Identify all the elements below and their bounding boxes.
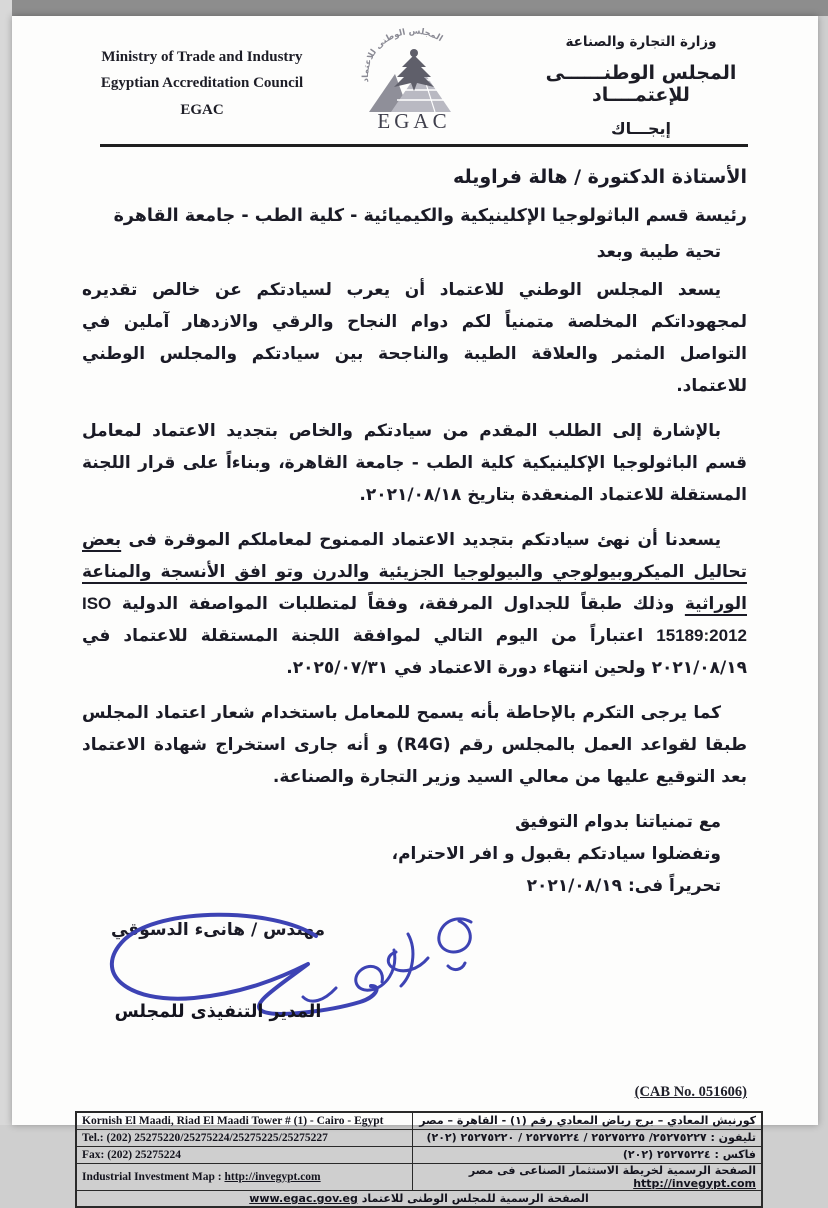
paragraph-renewal	[82, 524, 747, 684]
renewal-dates-text: اعتباراً من اليوم التالي لموافقة اللجنة المستقلة للاعتماد في ٢٠٢١/٠٨/١٩ ولحين انتهاء دورة الاعتماد في ٢٠٢٥/٠٧/٣١.	[82, 626, 747, 678]
phone-en: Tel.: (202) 25275220/25275224/25275225/25275227	[76, 1129, 412, 1146]
ministry-name-ar: وزارة التجارة والصناعة	[565, 34, 717, 50]
invegypt-link-en[interactable]: http://invegypt.com	[224, 1170, 321, 1183]
ministry-name-en: Ministry of Trade and Industry	[101, 49, 303, 65]
letter-body	[12, 147, 818, 902]
table-row	[76, 1190, 762, 1207]
investment-map-label-en: Industrial Investment Map :	[82, 1170, 225, 1183]
phone-ar: تليفون : ٢٥٢٧٥٢٢٧/ ٢٥٢٧٥٢٢٥ / ٢٥٢٧٥٢٢٤ / ٢٥٢٧٥٢٢٠ (٢٠٢)	[412, 1129, 762, 1146]
signatory-title: المدير التنفيذى للمجلس	[114, 1002, 322, 1022]
paragraph-reference: بالإشارة إلى الطلب المقدم من سيادتكم والخاص بتجديد الاعتماد لمعامل قسم الباثولوجيا الإكلينيكية كلية الطب - جامعة القاهرة، وبناءاً على قرار اللجنة المستقلة للاعتماد المنعقدة بتاريخ ٢٠٢١/٠٨/١٨.	[82, 421, 747, 505]
signature-block	[12, 906, 818, 1058]
addressee-title: رئيسة قسم الباثولوجيا الإكلينيكية والكيميائية - كلية الطب - جامعة القاهرة	[113, 206, 747, 226]
fax-ar: فاكس : ٢٥٢٧٥٢٢٤ (٢٠٢)	[412, 1146, 762, 1163]
egac-abbrev-en: EGAC	[180, 101, 224, 118]
letterhead	[12, 16, 818, 138]
investment-map-ar	[412, 1163, 762, 1190]
investment-map-en	[76, 1163, 412, 1190]
logo-wordmark: EGAC	[377, 109, 451, 132]
cab-number: (CAB No. 051606)	[634, 1084, 747, 1100]
renewal-text-2: وذلك طبقاً للجداول المرفقة، وفقاً لمتطلبات المواصفة الدولية	[111, 594, 685, 614]
address-en: Kornish El Maadi, Riad El Maadi Tower # (1) - Cairo - Egypt	[76, 1112, 412, 1129]
iso-standard-ref: ISO 15189:2012	[82, 594, 747, 645]
table-row	[76, 1146, 762, 1163]
greeting-line: تحية طيبة وبعد	[596, 242, 721, 262]
egac-logo-graphic	[339, 28, 489, 132]
addressee-name: الأستاذة الدكتورة / هالة فراويله	[452, 166, 747, 188]
table-row	[76, 1129, 762, 1146]
eagle-icon	[394, 49, 434, 91]
egac-logo	[330, 28, 498, 136]
renewal-text: يسعدنا أن نهئ سيادتكم بتجديد الاعتماد الممنوح لمعاملكم الموقرة فى	[121, 530, 721, 550]
closing-wishes: مع تمنياتنا بدوام التوفيق	[515, 812, 721, 832]
renewal-scope-underlined: بعض تحاليل الميكروبيولوجي والبيولوجيا الجزيئية والدرن وتو افق الأنسجة والمناعة الوراثية	[82, 530, 747, 614]
letterhead-english	[74, 28, 330, 123]
closing-respect: وتفضلوا سيادتكم بقبول و افر الاحترام،	[391, 844, 721, 864]
letter-paper	[12, 16, 818, 1205]
official-website-row	[76, 1190, 762, 1207]
signatory-name: مهندس / هانىء الدسوقي	[110, 920, 326, 940]
scan-left-edge	[0, 0, 12, 1125]
letterhead-arabic	[498, 28, 784, 138]
official-website-label: الصفحة الرسمية للمجلس الوطنى للاعتماد	[357, 1191, 589, 1205]
invegypt-link-ar[interactable]: http://invegypt.com	[633, 1176, 756, 1190]
logo-arc-text: المجلس الوطنى للاعتماد	[360, 28, 445, 83]
table-row	[76, 1112, 762, 1129]
scan-top-edge	[0, 0, 828, 16]
investment-map-label-ar: الصفحة الرسمية لخريطة الاستثمار الصناعى فى مصر	[468, 1163, 756, 1177]
fax-en: Fax: (202) 25275224	[76, 1146, 412, 1163]
paragraph-logo-certificate: كما يرجى التكرم بالإحاطة بأنه يسمح للمعامل باستخدام شعار اعتماد المجلس طبقا لقواعد العمل بالمجلس رقم (R4G) و أنه جارى استخراج شهادة الاعتماد بعد التوقيع عليها من معالي السيد وزير التجارة والصناعة.	[82, 703, 747, 787]
council-name-ar: المجلس الوطنــــــى للإعتمــــاد	[545, 62, 737, 106]
issue-date-line: تحريراً فى: ٢٠٢١/٠٨/١٩	[526, 876, 721, 896]
egac-website-link[interactable]: www.egac.gov.eg	[249, 1191, 358, 1205]
council-name-en: Egyptian Accreditation Council	[100, 75, 304, 92]
table-row	[76, 1163, 762, 1190]
cab-number-line	[12, 1084, 818, 1101]
address-ar: كورنيش المعادي – برج رياض المعادي رقم (١) - القاهرة – مصر	[412, 1112, 762, 1129]
footer-contact-table	[75, 1111, 763, 1208]
handwritten-signature	[78, 906, 490, 1046]
paragraph-appreciation: يسعد المجلس الوطني للاعتماد أن يعرب لسيادتكم عن خالص تقديره لمجهوداتكم المخلصة متمنياً لكم دوام النجاح والرقي والازدهار آملين في التواصل المثمر والعلاقة الطيبة والناجحة بين سيادتكم والمجلس الوطني للاعتماد.	[82, 280, 747, 396]
egac-abbrev-ar: إيجـــاك	[610, 119, 672, 138]
